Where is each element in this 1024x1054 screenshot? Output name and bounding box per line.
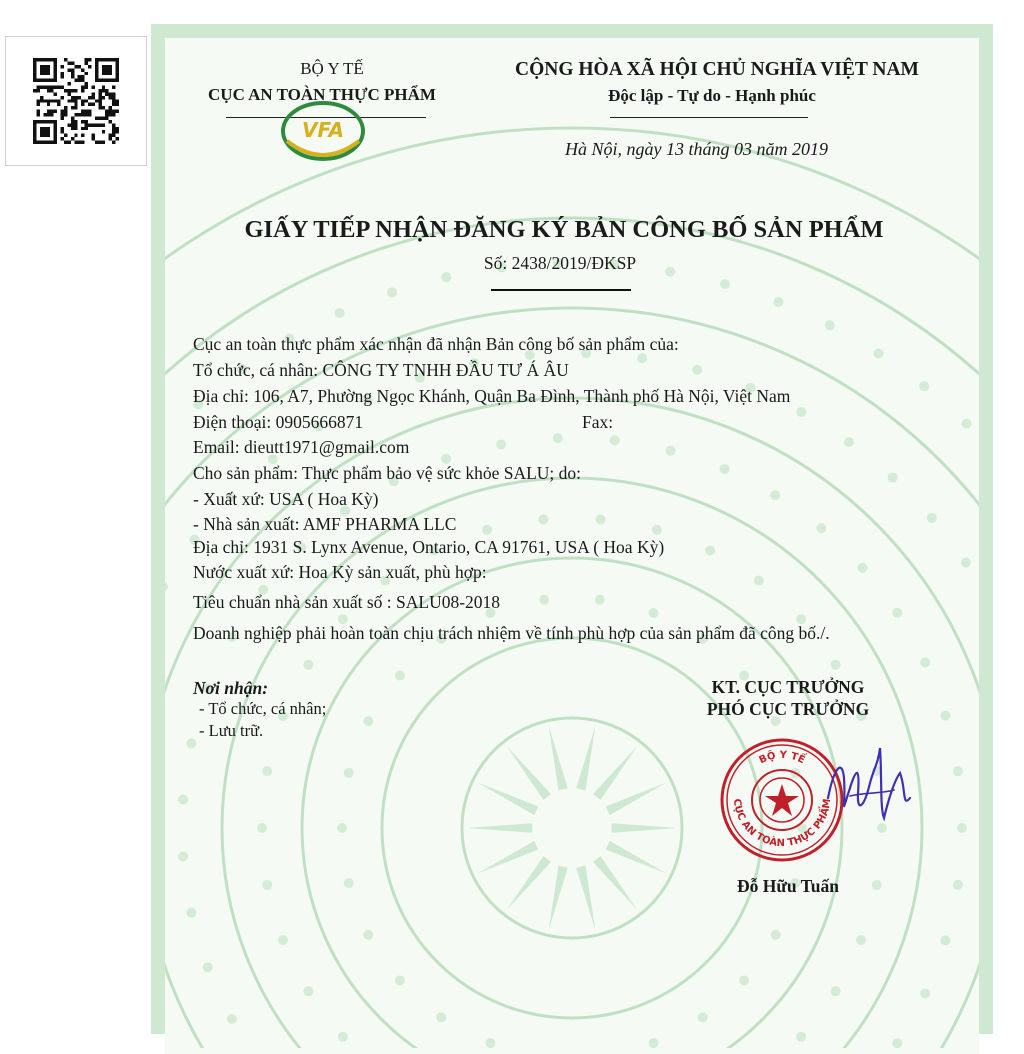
document-number: Số: 2438/2019/ĐKSP (483, 253, 637, 273)
origin-line: - Xuất xứ: USA ( Hoa Kỳ) (193, 489, 379, 509)
vfa-logo (273, 97, 373, 167)
recipient-item: - Tổ chức, cá nhân; (199, 699, 327, 718)
fax-line: Fax: (582, 412, 614, 432)
recipient-item: - Lưu trữ. (199, 721, 264, 740)
national-motto: Độc lập - Tự do - Hạnh phúc (608, 86, 816, 105)
svg-text:BỘ Y TẾ (758, 748, 809, 766)
seal-top-text: BỘ Y TẾ (757, 749, 807, 767)
agency-name: CỤC AN TOÀN THỰC PHẨM (208, 85, 436, 104)
nation-name: CỘNG HÒA XÃ HỘI CHỦ NGHĨA VIỆT NAM (515, 59, 919, 80)
document-title: GIẤY TIẾP NHẬN ĐĂNG KÝ BẢN CÔNG BỐ SẢN PHẨM (244, 216, 884, 243)
signature-position: PHÓ CỤC TRƯỞNG (706, 699, 870, 719)
manufacturer-address-line: Địa chỉ: 1931 S. Lynx Avenue, Ontario, CA 91761, USA ( Hoa Kỳ) (193, 537, 665, 557)
product-line: Cho sản phẩm: Thực phẩm bảo vệ sức khỏe SALU; do: (193, 463, 582, 483)
email-line: Email: dieutt1971@gmail.com (193, 437, 410, 457)
standard-line: Tiêu chuẩn nhà sản xuất số : SALU08-2018 (193, 592, 501, 612)
signer-name: Đỗ Hữu Tuấn (737, 876, 839, 896)
qr-code-icon (33, 58, 119, 144)
confirmation-text: Cục an toàn thực phẩm xác nhận đã nhận Bản công bố sản phẩm của: (193, 334, 679, 354)
export-country-line: Nước xuất xứ: Hoa Kỳ sản xuất, phù hợp: (193, 562, 487, 582)
issue-date: Hà Nội, ngày 13 tháng 03 năm 2019 (565, 139, 828, 159)
recipients-heading: Nơi nhận: (193, 678, 269, 698)
motto-underline (610, 117, 808, 118)
ministry-name: BỘ Y TẾ (300, 59, 364, 78)
manufacturer-line: - Nhà sản xuất: AMF PHARMA LLC (193, 514, 457, 534)
title-underline (491, 289, 631, 291)
qr-code-card (5, 36, 147, 166)
address-line: Địa chỉ: 106, A7, Phường Ngọc Khánh, Quận Ba Đình, Thành phố Hà Nội, Việt Nam (193, 386, 791, 406)
handwritten-signature (820, 738, 924, 838)
signature-title: KT. CỤC TRƯỞNG (711, 677, 865, 697)
organization-line: Tổ chức, cá nhân: CÔNG TY TNHH ĐẦU TƯ Á ÂU (193, 360, 569, 380)
logo-text: VFA (301, 118, 345, 142)
responsibility-line: Doanh nghiệp phải hoàn toàn chịu trách nhiệm về tính phù hợp của sản phẩm đã công bố./. (193, 623, 830, 643)
phone-line: Điện thoại: 0905666871 (193, 412, 364, 432)
seal-bottom-text: CỤC AN TOÀN THỰC PHẨM (730, 798, 834, 850)
